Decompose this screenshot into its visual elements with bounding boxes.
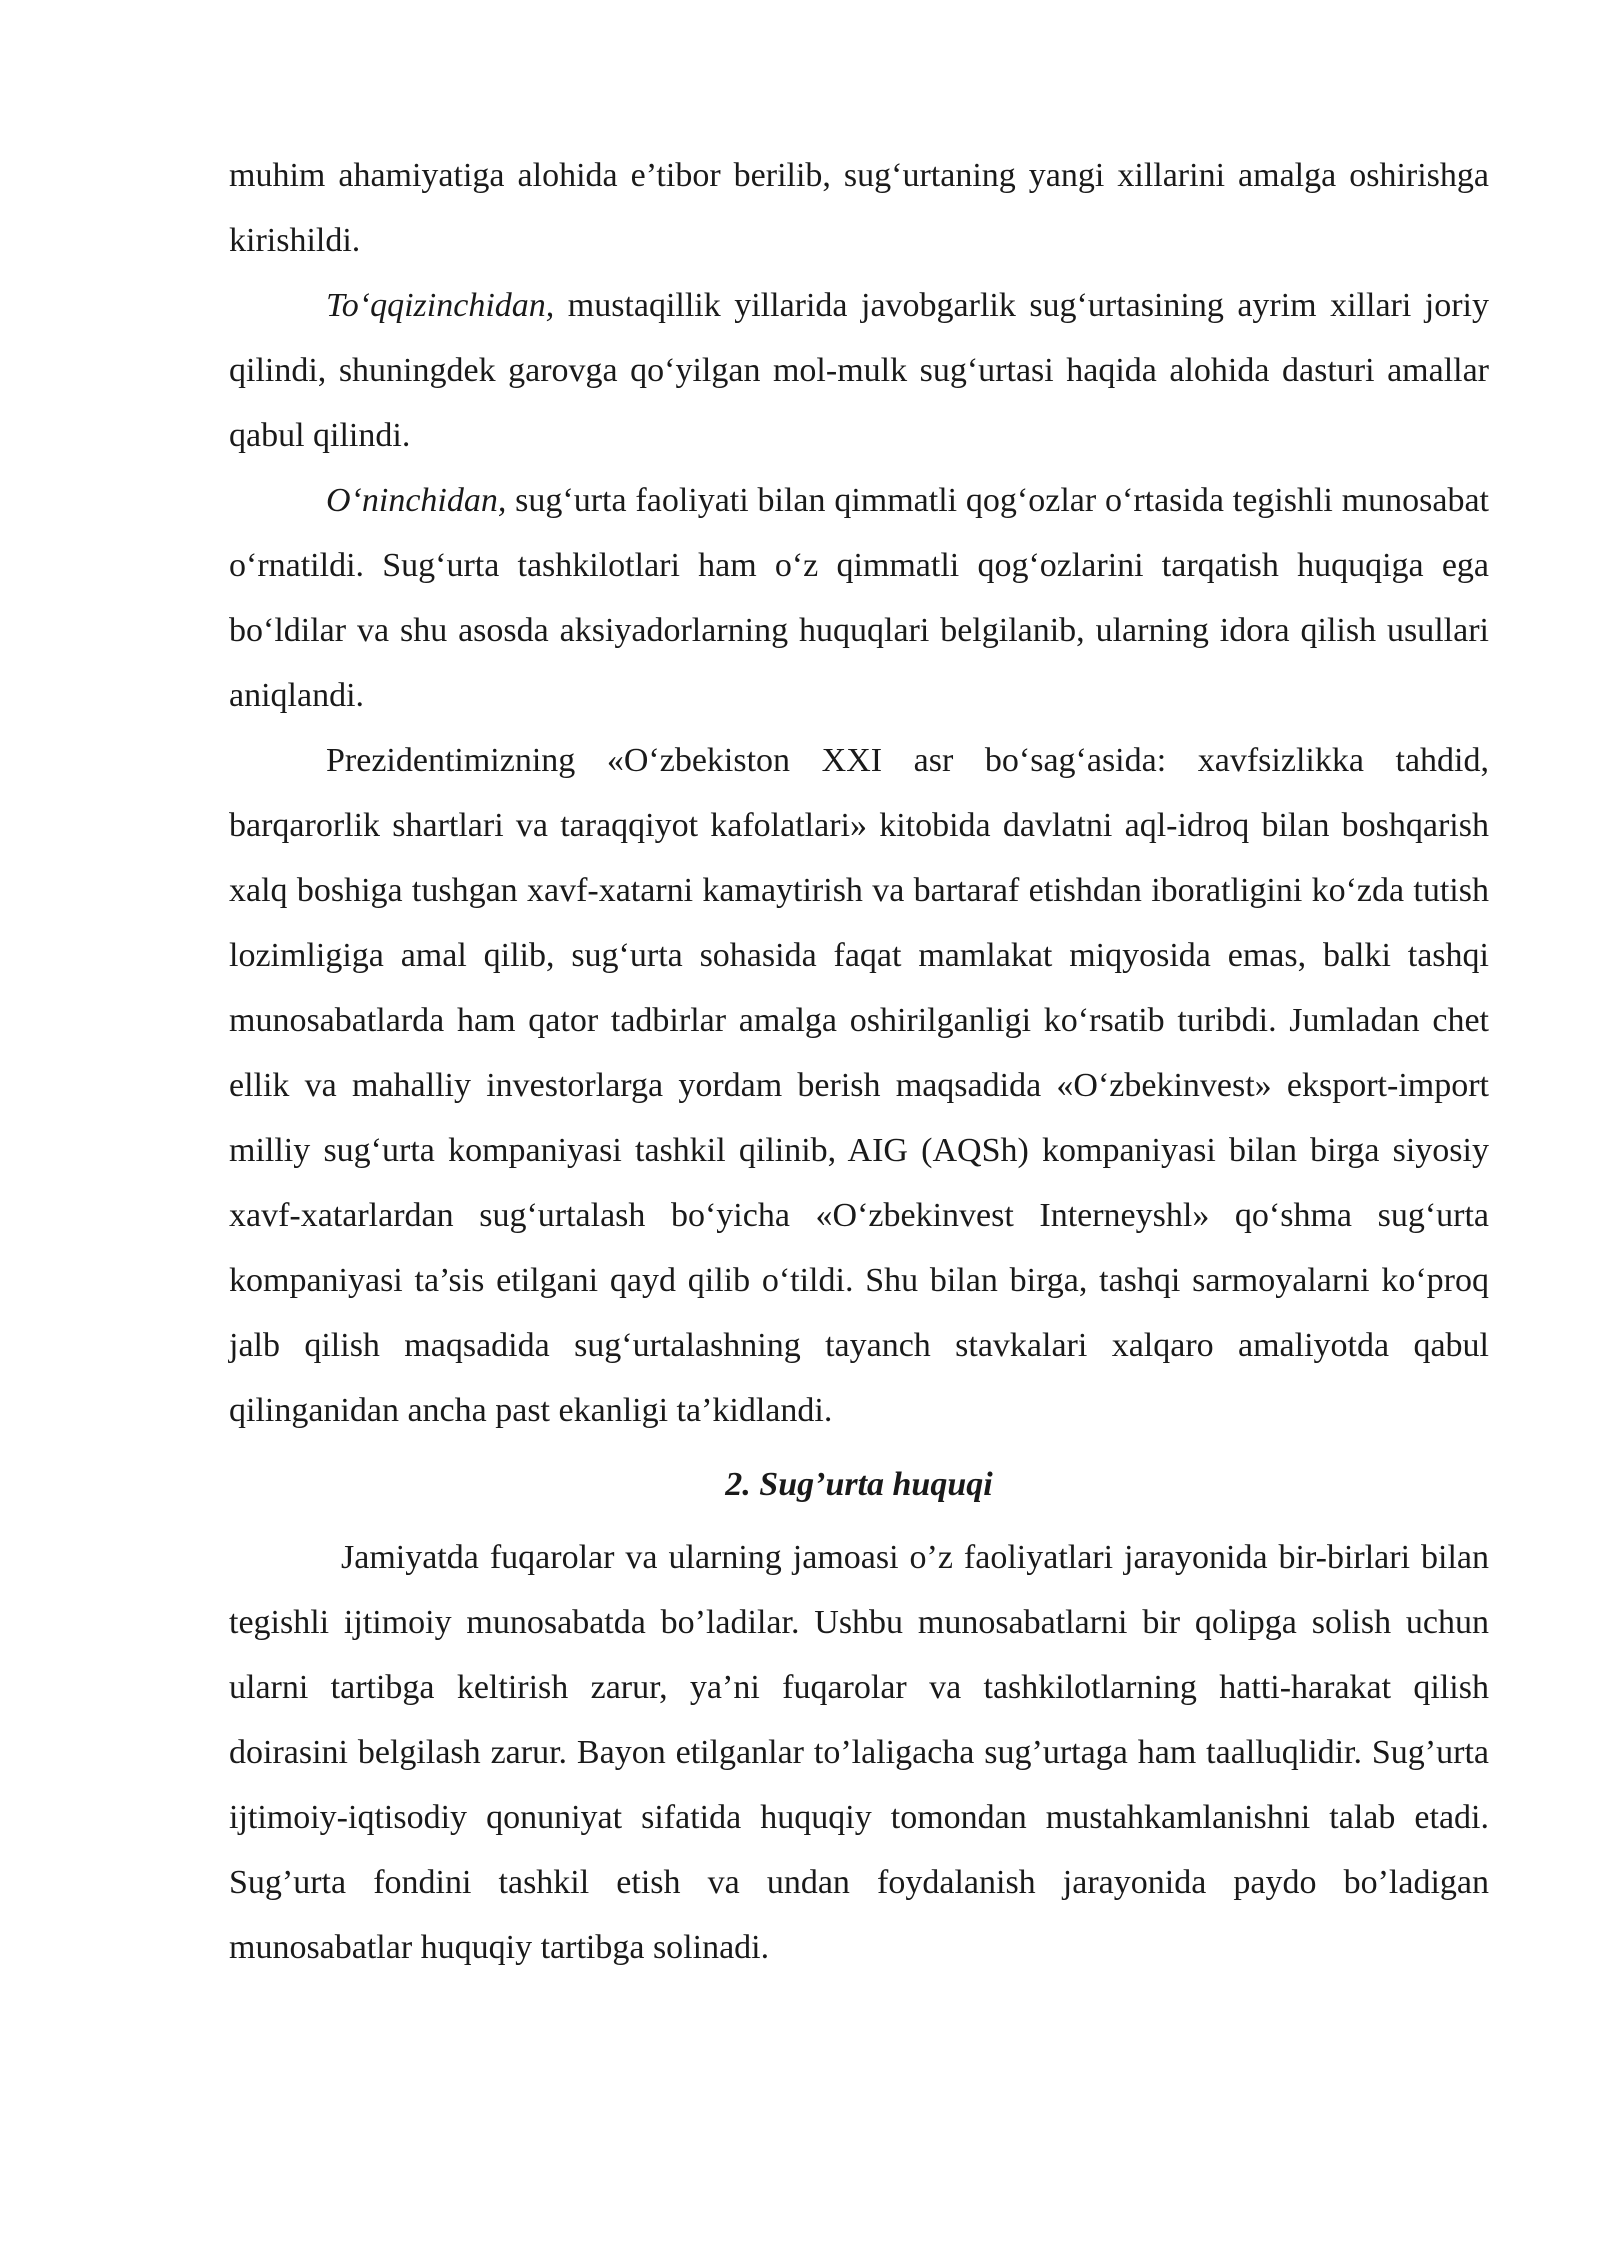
paragraph-tenth-lead: O‘ninchidan, (326, 482, 507, 519)
paragraph-president-book: Prezidentimizning «O‘zbekiston XXI asr bo‘sag‘asida: xavfsizlikka tahdid, barqarorlik shartlari va taraqqiyot kafolatlari» kitobida davlatni aql-idroq bilan boshqarish xalq boshiga tushgan xavf-xatarni kamaytirish va bartaraf etishdan iboratligini ko‘zda tutish lozimligiga amal qilib, sug‘urta sohasida faqat mamlakat miqyosida emas, balki tashqi munosabatlarda ham qator tadbirlar amalga oshirilganligi ko‘rsatib turibdi. Jumladan chet ellik va mahalliy investorlarga yordam berish maqsadida «O‘zbekinvest» eksport-import milliy sug‘urta kompaniyasi tashkil qilinib, AIG (AQSh) kompaniyasi bilan birga siyosiy xavf-xatarlardan sug‘urtalash bo‘yicha «O‘zbekinvest Interneyshl» qo‘shma sug‘urta kompaniyasi ta’sis etilgani qayd qilib o‘tildi. Shu bilan birga, tashqi sarmoyalarni ko‘proq jalb qilish maqsadida sug‘urtalashning tayanch stavkalari xalqaro amaliyotda qabul qilinganidan ancha past ekanligi ta’kidlandi. (229, 742, 1489, 1429)
page-content (229, 143, 1489, 1980)
paragraph-insurance-law: Jamiyatda fuqarolar va ularning jamoasi o’z faoliyatlari jarayonida bir-birlari bilan tegishli ijtimoiy munosabatda bo’ladilar. Ushbu munosabatlarni bir qolipga solish uchun ularni tartibga keltirish zarur, ya’ni fuqarolar va tashkilotlarning hatti-harakat qilish doirasini belgilash zarur. Bayon etilganlar to’laligacha sug’urtaga ham taalluqlidir. Sug’urta ijtimoiy-iqtisodiy qonuniyat sifatida huquqiy tomondan mustahkamlanishni talab etadi. Sug’urta fondini tashkil etish va undan foydalanish jarayonida paydo bo’ladigan munosabatlar huquqiy tartibga solinadi. (229, 1539, 1489, 1966)
paragraph-tenth (229, 468, 1489, 728)
paragraph-continuation: muhim ahamiyatiga alohida e’tibor berilib, sug‘urtaning yangi xillarini amalga oshirishga kirishildi. (229, 157, 1489, 259)
paragraph-ninth-text: mustaqillik yillarida javobgarlik sug‘urtasining ayrim xillari joriy qilindi, shuningdek garovga qo‘yilgan mol-mulk sug‘urtasi haqida alohida dasturi amallar qabul qilindi. (229, 287, 1489, 454)
paragraph-ninth (229, 273, 1489, 468)
paragraph-tenth-text: sug‘urta faoliyati bilan qimmatli qog‘ozlar o‘rtasida tegishli munosabat o‘rnatildi. Sug‘urta tashkilotlari ham o‘z qimmatli qog‘ozlarini tarqatish huquqiga ega bo‘ldilar va shu asosda aksiyadorlarning huquqlari belgilanib, ularning idora qilish usullari aniqlandi. (229, 482, 1489, 714)
paragraph-ninth-lead: To‘qqizinchidan, (326, 287, 555, 324)
section-heading: 2. Sug’urta huquqi (725, 1466, 993, 1503)
